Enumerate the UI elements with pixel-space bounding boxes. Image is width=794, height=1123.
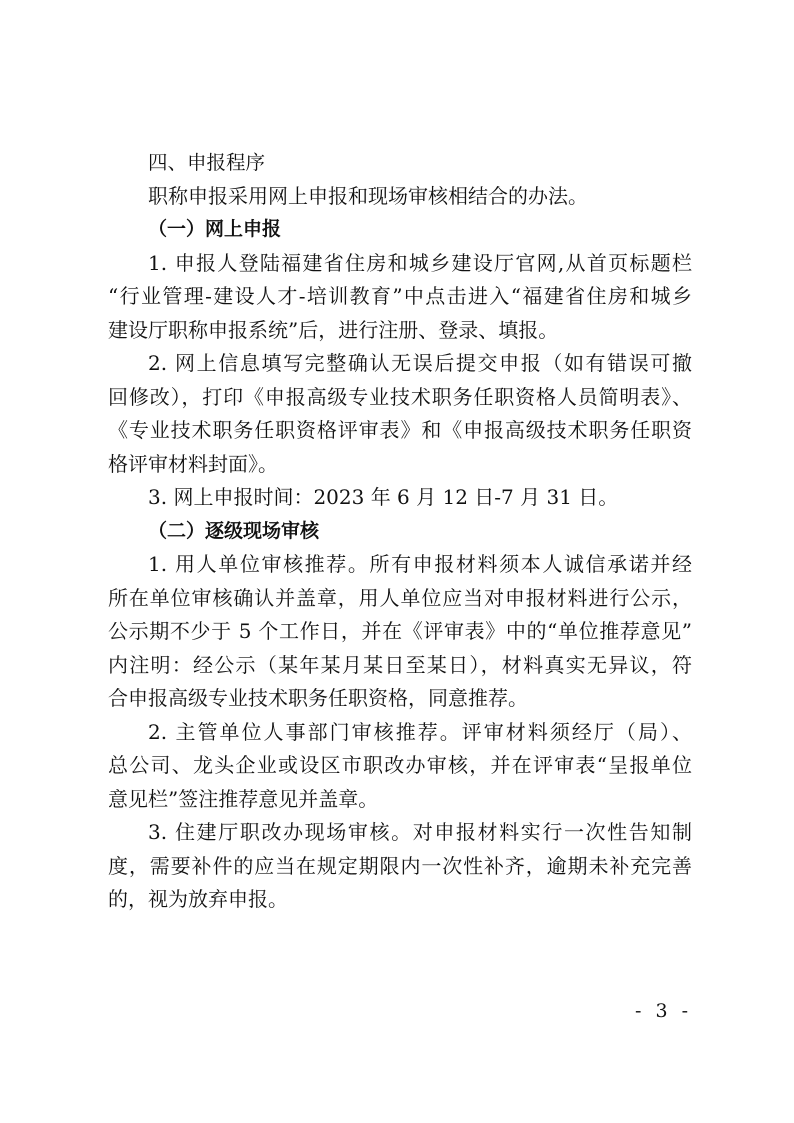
paragraph-line: 2. 网上信息填写完整确认无误后提交申报（如有错误可撤: [148, 351, 692, 375]
paragraph-line: “行业管理-建设人才-培训教育”中点击进入“福建省住房和城乡: [108, 284, 692, 308]
page-number: - 3 -: [634, 1000, 692, 1022]
section-heading: 四、申报程序: [148, 151, 266, 174]
paragraph-line: 度，需要补件的应当在规定期限内一次性补齐，逾期未补充完善: [108, 853, 692, 878]
paragraph-line: 1. 用人单位审核推荐。所有申报材料须本人诚信承诺并经: [148, 552, 692, 576]
paragraph-line: 1. 申报人登陆福建省住房和城乡建设厅官网,从首页标题栏: [148, 250, 692, 275]
subsection-heading-online: （一）网上申报: [148, 218, 282, 240]
paragraph-line: 3. 住建厅职改办现场审核。对申报材料实行一次性告知制: [148, 820, 692, 844]
paragraph-line: 格评审材料封面》。: [108, 451, 278, 476]
subsection-heading-onsite: （二）逐级现场审核: [148, 519, 320, 542]
intro-paragraph: 职称申报采用网上申报和现场审核相结合的办法。: [148, 183, 588, 208]
paragraph-line: 内注明：经公示（某年某月某日至某日），材料真实无异议，符: [108, 652, 692, 677]
paragraph-line: 意见栏”签注推荐意见并盖章。: [108, 786, 379, 811]
paragraph-line: 合申报高级专业技术职务任职资格，同意推荐。: [108, 686, 528, 710]
paragraph-line: 回修改），打印《申报高级专业技术职务任职资格人员简明表》、: [108, 384, 692, 409]
paragraph-line: 《专业技术职务任职资格评审表》和《申报高级技术职务任职资: [108, 418, 692, 442]
paragraph-line: 总公司、龙头企业或设区市职改办审核，并在评审表“呈报单位: [108, 753, 692, 777]
paragraph-line: 建设厅职称申报系统”后，进行注册、登录、填报。: [108, 317, 559, 342]
document-body: [108, 146, 692, 917]
paragraph-line: 的，视为放弃申报。: [108, 887, 288, 911]
paragraph-line: 所在单位审核确认并盖章，用人单位应当对申报材料进行公示，: [108, 585, 692, 610]
paragraph-line: 2. 主管单位人事部门审核推荐。评审材料须经厅（局）、: [148, 719, 692, 744]
paragraph-line: 3. 网上申报时间：2023 年 6 月 12 日-7 月 31 日。: [148, 485, 619, 509]
paragraph-line: 公示期不少于 5 个工作日，并在《评审表》中的“单位推荐意见”: [108, 619, 692, 643]
